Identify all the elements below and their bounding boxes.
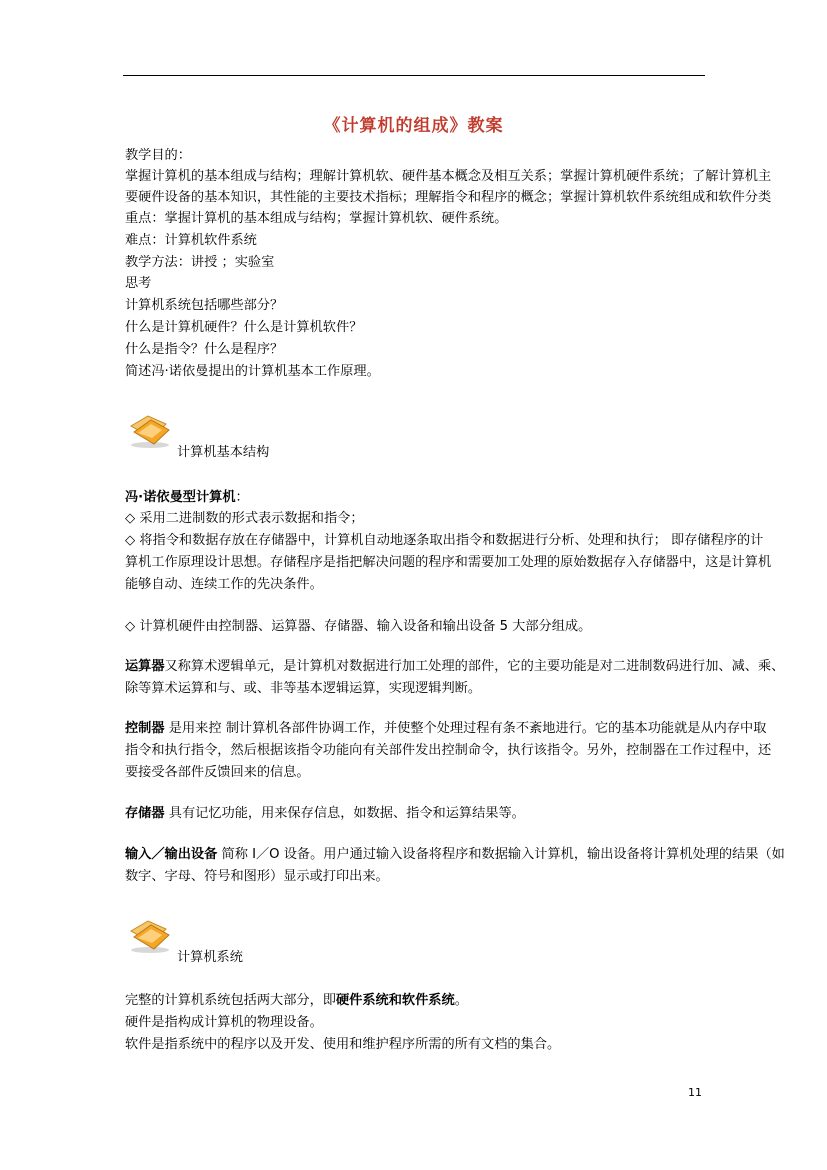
objectives-line-2: 要硬件设备的基本知识，其性能的主要技术指标；理解指令和程序的概念；掌握计算机软件系统组成和软件分类 (125, 190, 772, 205)
question-4: 简述冯·诺依曼提出的计算机基本工作原理。 (125, 364, 380, 379)
ctrl-line-3: 要接受各部件反馈回来的信息。 (125, 765, 310, 780)
page-number: 11 (688, 1086, 702, 1099)
alu-term: 运算器 (125, 659, 165, 674)
vn-heading-term: 冯·诺依曼型计算机 (125, 490, 236, 505)
mem-line-1 (125, 804, 525, 824)
bullet-2-line-1: ◇ 将指令和数据存放在存储器中，计算机自动地逐条取出指令和数据进行分析、处理和执行； 即存储程序的计 (125, 533, 764, 548)
folder-icon (128, 410, 172, 450)
objectives-line-1: 掌握计算机的基本组成与结构；理解计算机软、硬件基本概念及相互关系；掌握计算机硬件系统；了解计算机主 (125, 169, 772, 184)
vn-heading (125, 488, 249, 508)
bullet-2-line-3: 能够自动、连续工作的先决条件。 (125, 577, 323, 592)
hardware-definition: 硬件是指构成计算机的物理设备。 (125, 1015, 323, 1030)
bullet-3: ◇ 计算机硬件由控制器、运算器、存储器、输入设备和输出设备 5 大部分组成。 (125, 619, 592, 634)
key-points: 重点：掌握计算机的基本组成与结构；掌握计算机软、硬件系统。 (125, 211, 508, 226)
section-heading-computer-system: 计算机系统 (177, 950, 243, 965)
think-label: 思考 (125, 276, 152, 291)
io-term: 输入／输出设备 (125, 847, 218, 862)
ctrl-text-1: 是用来控 制计算机各部件协调工作，并使整个处理过程有条不紊地进行。它的基本功能就是从内存中取 (164, 721, 767, 736)
header-rule (123, 75, 705, 76)
question-2: 什么是计算机硬件？什么是计算机软件？ (125, 320, 363, 335)
system-text-pre: 完整的计算机系统包括两大部分，即 (125, 993, 336, 1008)
io-line-1 (125, 845, 785, 865)
bullet-2-line-2: 算机工作原理设计思想。存储程序是指把解决问题的程序和需要加工处理的原始数据存入存储器中，这是计算机 (125, 555, 772, 570)
difficulty: 难点：计算机软件系统 (125, 233, 257, 248)
alu-text-1: 又称算术逻辑单元，是计算机对数据进行加工处理的部件，它的主要功能是对二进制数码进行加、减、乘、 (164, 659, 785, 674)
section-heading-basic-structure: 计算机基本结构 (177, 445, 270, 460)
question-3: 什么是指令？什么是程序？ (125, 342, 284, 357)
software-definition: 软件是指系统中的程序以及开发、使用和维护程序所需的所有文档的集合。 (125, 1037, 561, 1052)
mem-text-1: 具有记忆功能，用来保存信息，如数据、指令和运算结果等。 (164, 806, 525, 821)
ctrl-line-2: 指令和执行指令，然后根据该指令功能向有关部件发出控制命令，执行该指令。另外，控制器在工作过程中，还 (125, 743, 772, 758)
io-line-2: 数字、字母、符号和图形）显示或打印出来。 (125, 869, 389, 884)
objectives-label: 教学目的： (125, 148, 191, 163)
system-line (125, 991, 468, 1011)
system-text-bold: 硬件系统和软件系统 (336, 993, 455, 1008)
page-title: 《计算机的组成》教案 (323, 116, 504, 136)
system-text-post: 。 (454, 993, 468, 1008)
io-text-1: 简称 I／O 设备。用户通过输入设备将程序和数据输入计算机，输出设备将计算机处理的结果（如 (217, 847, 785, 862)
ctrl-term: 控制器 (125, 721, 165, 736)
alu-line-1 (125, 657, 784, 677)
mem-term: 存储器 (125, 806, 165, 821)
vn-heading-colon: ： (235, 490, 249, 505)
ctrl-line-1 (125, 719, 766, 739)
teaching-method: 教学方法：讲授 ；实验室 (125, 255, 275, 270)
alu-line-2: 除等算术运算和与、或、非等基本逻辑运算，实现逻辑判断。 (125, 681, 482, 696)
question-1: 计算机系统包括哪些部分？ (125, 298, 284, 313)
folder-icon (128, 915, 172, 955)
bullet-1: ◇ 采用二进制数的形式表示数据和指令； (125, 511, 364, 526)
